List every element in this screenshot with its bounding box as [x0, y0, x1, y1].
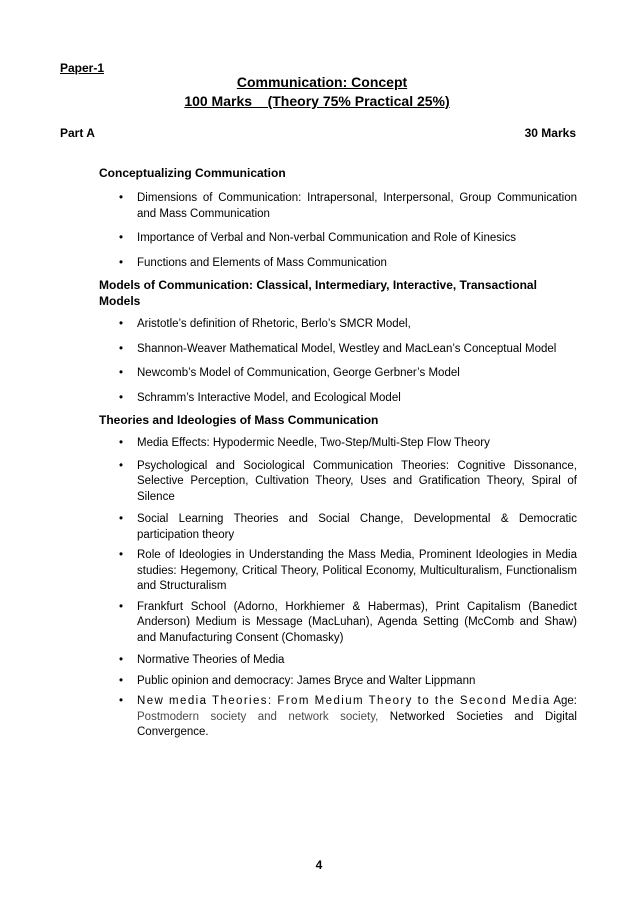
item-text: Media Effects: Hypodermic Needle, Two-Step/Multi-Step Flow Theory [137, 437, 490, 449]
list-item [99, 512, 577, 543]
item-text: Functions and Elements of Mass Communication [137, 256, 387, 269]
new-media-tail: Networked Societies and Digital Convergence. [137, 710, 577, 738]
part-label: Part A [60, 126, 95, 140]
item-text: Importance of Verbal and Non-verbal Communication and Role of Kinesics [137, 232, 517, 244]
list-item [99, 317, 577, 333]
new-media-lead: New media Theories: From Medium Theory to the Second Media [137, 695, 551, 707]
list-item [99, 694, 577, 741]
list-item [99, 674, 577, 690]
item-text: Shannon-Weaver Mathematical Model, Westley and MacLean’s Conceptual Model [137, 342, 557, 355]
item-text [120, 694, 577, 741]
bullet-icon: • [119, 391, 124, 404]
page-number: 4 [315, 858, 323, 872]
list-item [99, 191, 577, 222]
list-item [99, 391, 577, 407]
list-item [99, 459, 577, 506]
bullet-icon: • [119, 654, 124, 666]
title-text: Communication: Concept [236, 74, 408, 90]
item-text: Newcomb’s Model of Communication, George Gerbner’s Model [137, 367, 460, 379]
syllabus-content [99, 165, 577, 741]
list-item [99, 366, 577, 382]
section-list [99, 317, 577, 406]
part-header [60, 126, 576, 140]
list-item [99, 231, 577, 247]
new-media-age: Age: [553, 695, 578, 707]
item-text: Frankfurt School (Adorno, Horkhiemer & Habermas), Print Capitalism (Banedict Anderson) Medium is Message (MacLuhan), Agenda Setting (McComb and Shaw) and Manufacturing Consent (Chomasky) [137, 600, 577, 644]
item-text: Public opinion and democracy: James Bryce and Walter Lippmann [137, 674, 476, 687]
bullet-icon: • [119, 232, 124, 244]
bullet-icon: • [119, 459, 124, 472]
bullet-icon: • [119, 318, 124, 330]
bullet-icon: • [119, 549, 124, 561]
new-media-grey-text: Postmodern society and network society, [137, 710, 379, 723]
paper-label: Paper-1 [60, 61, 105, 75]
bullet-icon: • [119, 256, 124, 269]
item-text: Schramm’s Interactive Model, and Ecological Model [137, 391, 401, 404]
marks-line: 100 Marks (Theory 75% Practical 25%) [184, 93, 450, 109]
item-text: Social Learning Theories and Social Change, Developmental & Democratic participation theory [137, 513, 577, 541]
bullet-icon: • [119, 342, 124, 355]
item-text: Aristotle’s definition of Rhetoric, Berlo’s SMCR Model, [137, 318, 411, 330]
item-text: Normative Theories of Media [137, 654, 285, 666]
item-text: Psychological and Sociological Communication Theories: Cognitive Dissonance, Selective Perception, Cultivation Theory, Uses and Gratification Theory, Spiral of Silence [137, 459, 577, 503]
item-text: Dimensions of Communication: Intrapersonal, Interpersonal, Group Communication and Mass Communication [137, 192, 577, 220]
course-title [0, 74, 638, 110]
bullet-icon: • [119, 695, 124, 707]
bullet-icon: • [119, 192, 124, 204]
list-item [99, 256, 577, 272]
list-item [99, 653, 577, 669]
section-list [99, 191, 577, 271]
section-heading: Conceptualizing Communication [99, 166, 286, 180]
list-item [99, 548, 577, 595]
bullet-icon: • [119, 513, 124, 525]
section-heading: Theories and Ideologies of Mass Communication [99, 413, 379, 427]
part-marks: 30 Marks [524, 126, 576, 140]
bullet-icon: • [119, 674, 124, 687]
bullet-icon: • [119, 367, 124, 379]
bullet-icon: • [119, 437, 124, 449]
section-heading: Models of Communication: Classical, Intermediary, Interactive, Transactional Models [99, 278, 537, 308]
bullet-icon: • [119, 600, 124, 613]
list-item [99, 436, 577, 452]
item-text: Role of Ideologies in Understanding the Mass Media, Prominent Ideologies in Media studies: Hegemony, Critical Theory, Political Economy, Multiculturalism, Functionalism and Structuralism [137, 549, 577, 592]
list-item [99, 600, 577, 647]
section-list [99, 436, 577, 741]
list-item [99, 342, 577, 358]
